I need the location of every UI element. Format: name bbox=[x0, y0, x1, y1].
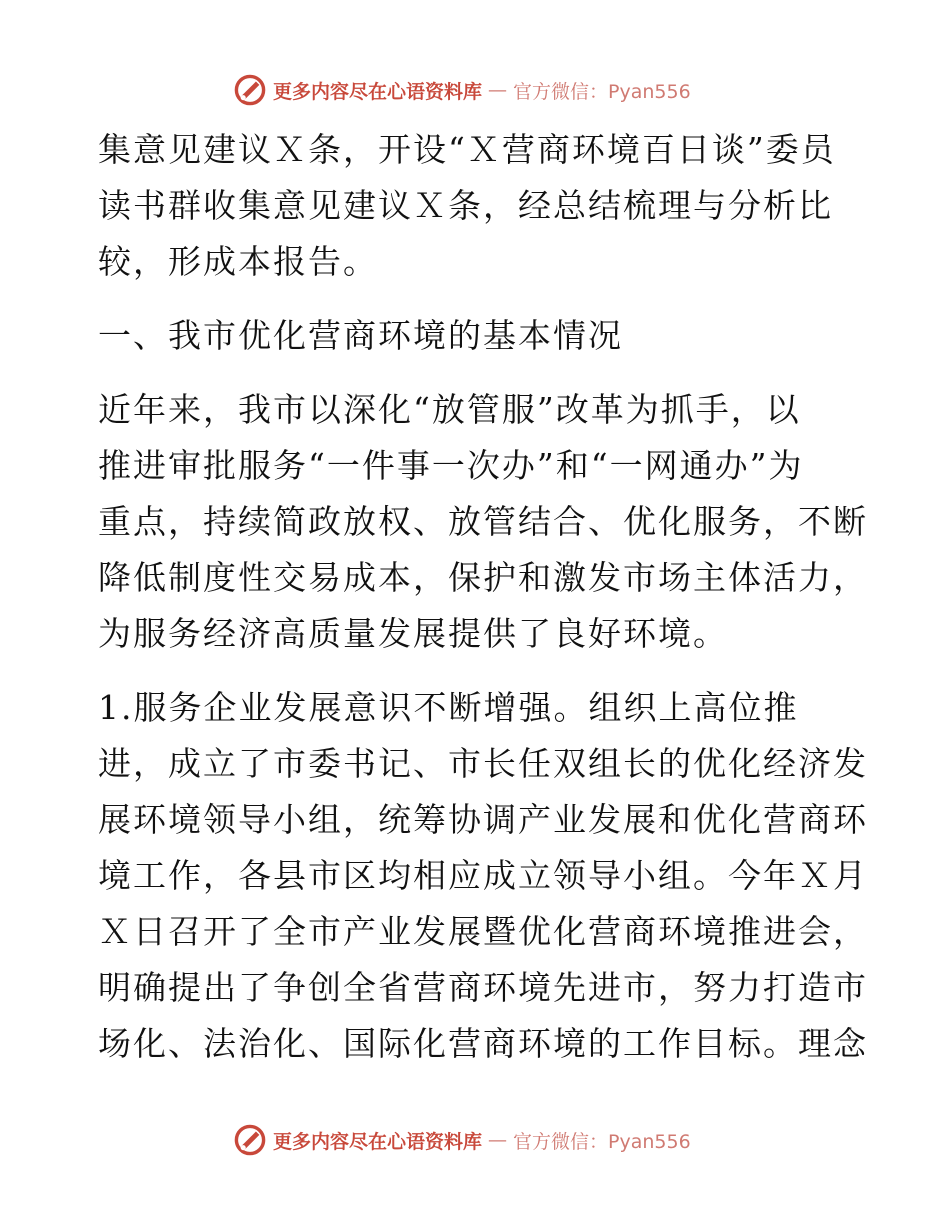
paragraph-point-1 bbox=[98, 680, 868, 1072]
text-line: 近年来，我市以深化“放管服”改革为抓手，以 bbox=[98, 390, 801, 429]
footer-brand-text: 更多内容尽在心语资料库 bbox=[273, 1130, 483, 1153]
text-line: 推进审批服务“一件事一次办”和“一网通办”为 bbox=[98, 446, 804, 485]
paragraph-overview bbox=[98, 382, 868, 662]
text-line: 降低制度性交易成本，保护和激发市场主体活力， bbox=[98, 558, 868, 597]
brand-logo-icon bbox=[233, 73, 267, 107]
text-line: 为服务经济高质量发展提供了良好环境。 bbox=[98, 614, 728, 653]
text-line: 集意见建议Ｘ条，开设“Ｘ营商环境百日谈”委员 bbox=[98, 130, 836, 169]
header-contact-text: 官方微信：Pyan556 bbox=[513, 80, 691, 103]
text-line: 较，形成本报告。 bbox=[98, 242, 378, 281]
text-line: 重点，持续简政放权、放管结合、优化服务，不断 bbox=[98, 502, 868, 541]
text-line: 场化、法治化、国际化营商环境的工作目标。理念 bbox=[98, 1024, 868, 1063]
footer-contact-text: 官方微信：Pyan556 bbox=[513, 1130, 691, 1153]
header-brand-text: 更多内容尽在心语资料库 bbox=[273, 80, 483, 103]
heading-line: 一、我市优化营商环境的基本情况 bbox=[98, 316, 623, 355]
brand-logo-icon bbox=[233, 1123, 267, 1157]
text-line: 进，成立了市委书记、市长任双组长的优化经济发 bbox=[98, 744, 868, 783]
footer-watermark-banner bbox=[233, 1120, 691, 1160]
text-line: 1.服务企业发展意识不断增强。组织上高位推 bbox=[98, 688, 799, 727]
text-line: 读书群收集意见建议Ｘ条，经总结梳理与分析比 bbox=[98, 186, 833, 225]
header-separator: — bbox=[488, 79, 508, 101]
footer-separator: — bbox=[488, 1129, 508, 1151]
text-line: Ｘ日召开了全市产业发展暨优化营商环境推进会， bbox=[98, 912, 868, 951]
text-line: 明确提出了争创全省营商环境先进市，努力打造市 bbox=[98, 968, 868, 1007]
text-line: 展环境领导小组，统筹协调产业发展和优化营商环 bbox=[98, 800, 868, 839]
header-watermark-banner bbox=[233, 70, 691, 110]
document-body bbox=[98, 122, 868, 1072]
section-heading bbox=[98, 308, 858, 364]
paragraph-intro bbox=[98, 122, 858, 290]
text-line: 境工作，各县市区均相应成立领导小组。今年Ｘ月 bbox=[98, 856, 868, 895]
